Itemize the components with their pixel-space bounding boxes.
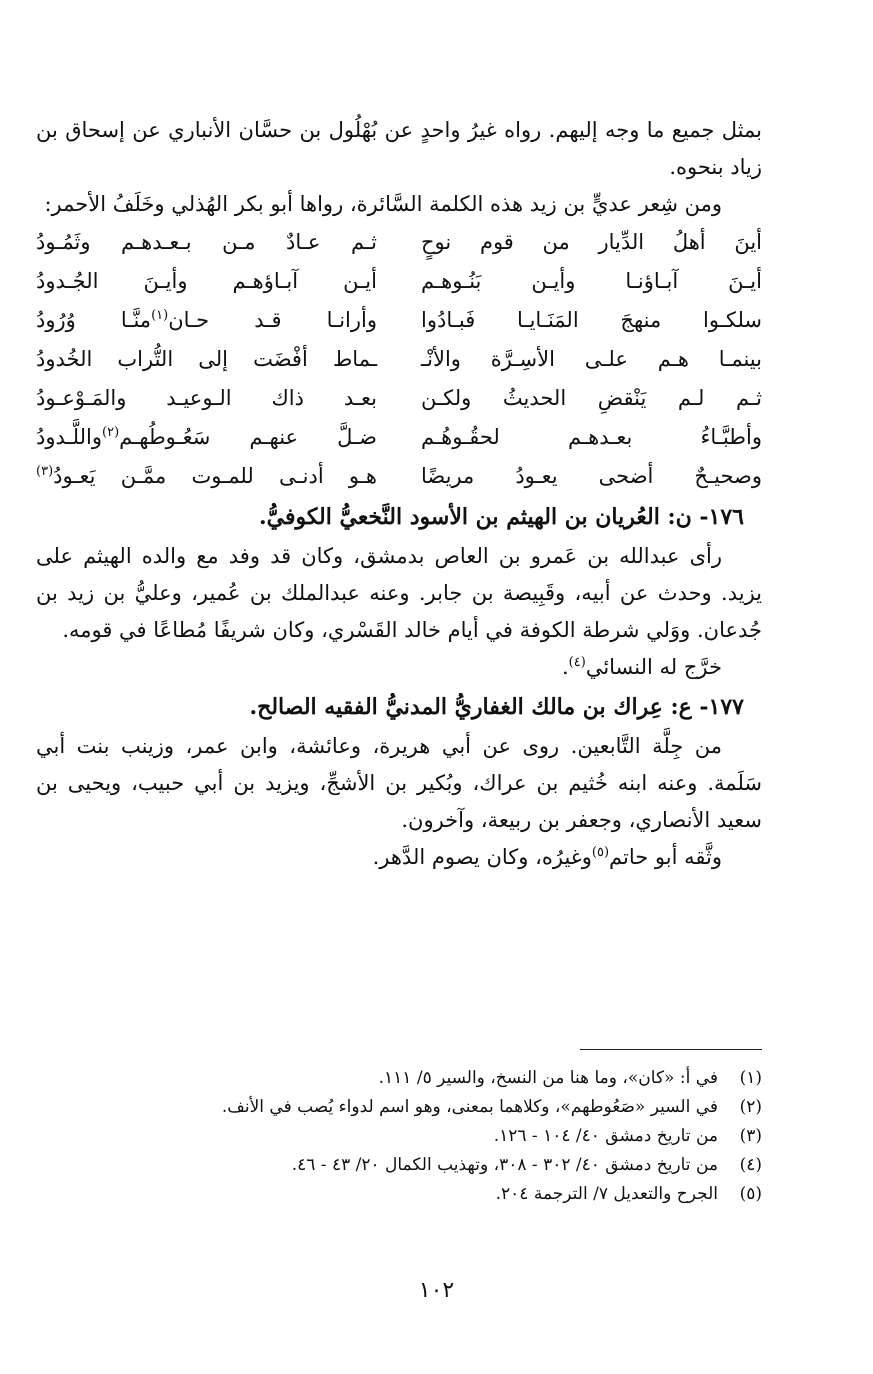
verse-7 [36,457,762,496]
page-number: ١٠٢ [418,1278,455,1303]
verse-6-second-start: ضـلَّ عنهـم سَعُـوطُهـم [119,425,377,449]
verse-5-first-hemistich: ثـم لـم يَنْقضِ الحديثُ ولكـن [421,386,762,410]
verse-6-second-hemistich [36,418,399,457]
verse-2-first-hemistich: أيـنَ آبـاؤنـا وأيـن بَنُـوهـم [421,269,762,293]
verse-3-second-hemistich [36,301,399,340]
verse-1 [36,223,762,262]
footnote-3-text: من تاريخ دمشق ٤٠/ ١٠٤ - ١٢٦. [493,1126,718,1146]
footnote-1-text: في أ: «كان»، وما هنا من النسخ، والسير ٥/ ١١١. [378,1068,718,1088]
verse-2-second-hemistich: أيـن آبـاؤهـم وأيـنَ الجُـدودُ [36,269,377,293]
footnote-2-text: في السير «صَعُوطهم»، وكلاهما بمعنى، وهو اسم لدواء يُصب في الأنف. [221,1097,718,1117]
verse-7-second-start: هـو أدنـى للمـوت ممَّـن يَعـودُ [53,464,377,488]
intro-paragraph: بمثل جميع ما وجه إليهم. رواه غيرُ واحدٍ عن بُهْلُول بن حسَّان الأنباري عن إسحاق بن زياد بنحوه. [36,118,762,179]
footnote-ref-3: (٣) [36,464,54,479]
footnote-3-number: (٣) [739,1126,762,1146]
verse-6-second-end: واللَّـدودُ [36,425,102,449]
footnote-ref-1: (١) [151,308,169,323]
footnotes [100,1064,762,1209]
poem [36,223,762,496]
footnote-1 [100,1064,762,1093]
entry-176-source: خرَّج له النسائي$^{(٤)}$. [561,655,722,679]
verse-7-first-hemistich: وصحيـحٌ أضحى يعـودُ مريضًا [421,464,762,488]
footnote-2 [100,1093,762,1122]
footnote-4 [100,1151,762,1180]
verse-6-first-hemistich: وأطبَّـاءُ بعـدهـم لحقُـوهُـم [421,425,762,449]
entry-176-text: رأى عبدالله بن عَمرو بن العاص بدمشق، وكان قد وفد مع والده الهيثم على يزيد. وحدث عن أبيه، وقَبِيصة بن جابر. وعنه عبدالملك بن عُمير، وعليُّ بن زيد بن جُدعان. ووَلي شرطة الكوفة في أيام خالد القَسْري، وكان شريفًا مُطاعًا في قومه. [36,544,762,642]
verse-5-second-hemistich: بعـد ذاك الـوعيـد والمَـوْعـودُ [36,386,377,410]
footnote-divider [580,1049,762,1050]
entry-177-heading: ١٧٧- ع: عِراك بن مالك الغفاريُّ المدنيُّ الفقيه الصالح. [249,694,744,720]
footnote-5-text: الجرح والتعديل ٧/ الترجمة ٢٠٤. [495,1184,718,1204]
footnote-ref-5: (٥) [591,845,610,860]
verse-1-first-hemistich: أينَ أهلُ الدِّيار من قوم نوحٍ [421,230,762,254]
entry-177-trust-start: وثَّقه أبو حاتم [609,845,722,869]
verse-3-second-start: وأرانـا قـد حـان [168,308,377,332]
poem-introduction: ومن شِعر عديٍّ بن زيد هذه الكلمة السَّائرة، رواها أبو بكر الهُذلي وخَلَفُ الأحمر: [44,192,722,216]
footnote-2-number: (٢) [739,1097,762,1117]
page-body [36,112,762,876]
footnote-ref-4: (٤) [568,655,586,670]
footnote-5-number: (٥) [739,1184,762,1204]
footnote-4-number: (٤) [739,1155,762,1175]
verse-7-second-hemistich [36,457,399,496]
verse-3-first-hemistich: سلكـوا منهجَ المَنَـايـا فَبـادُوا [421,308,762,332]
verse-4 [36,340,762,379]
verse-3-second-end: منَّـا وُرُودُ [36,308,152,332]
footnote-4-text: من تاريخ دمشق ٤٠/ ٣٠٢ - ٣٠٨، وتهذيب الكمال ٢٠/ ٤٣ - ٤٦. [291,1155,718,1175]
entry-177-text: من جِلَّة التَّابعين. روى عن أبي هريرة، وعائشة، وابن عمر، وزينب بنت أبي سَلَمة. وعنه ابنه خُثيم بن عراك، وبُكير بن الأشجِّ، ويزيد بن أبي حبيب، ويحيى بن سعيد الأنصاري، وجعفر بن ربيعة، وآخرون. [36,734,762,832]
footnote-5 [100,1180,762,1209]
verse-6 [36,418,762,457]
verse-5 [36,379,762,418]
footnote-1-number: (١) [739,1068,762,1088]
verse-4-second-hemistich: ـماط أفْضَت إلى التُّراب الخُدودُ [36,347,377,371]
entry-176-heading: ١٧٦- ن: العُريان بن الهيثم بن الأسود النَّخعيُّ الكوفيُّ. [258,504,744,530]
verse-1-second-hemistich: ثـم عـادٌ مـن بـعـدهـم وثَمُـودُ [36,230,377,254]
entry-177-trust [36,839,762,876]
entry-177-trust-end: وغيرُه، وكان يصوم الدَّهر. [372,845,592,869]
verse-3 [36,301,762,340]
footnote-ref-2: (٢) [102,425,120,440]
footnote-3 [100,1122,762,1151]
entry-176-source-text: خرَّج له النسائي [585,655,722,679]
verse-2 [36,262,762,301]
verse-4-first-hemistich: بينمـا هـم علـى الأسِـرَّة والأنْـ [421,347,762,371]
